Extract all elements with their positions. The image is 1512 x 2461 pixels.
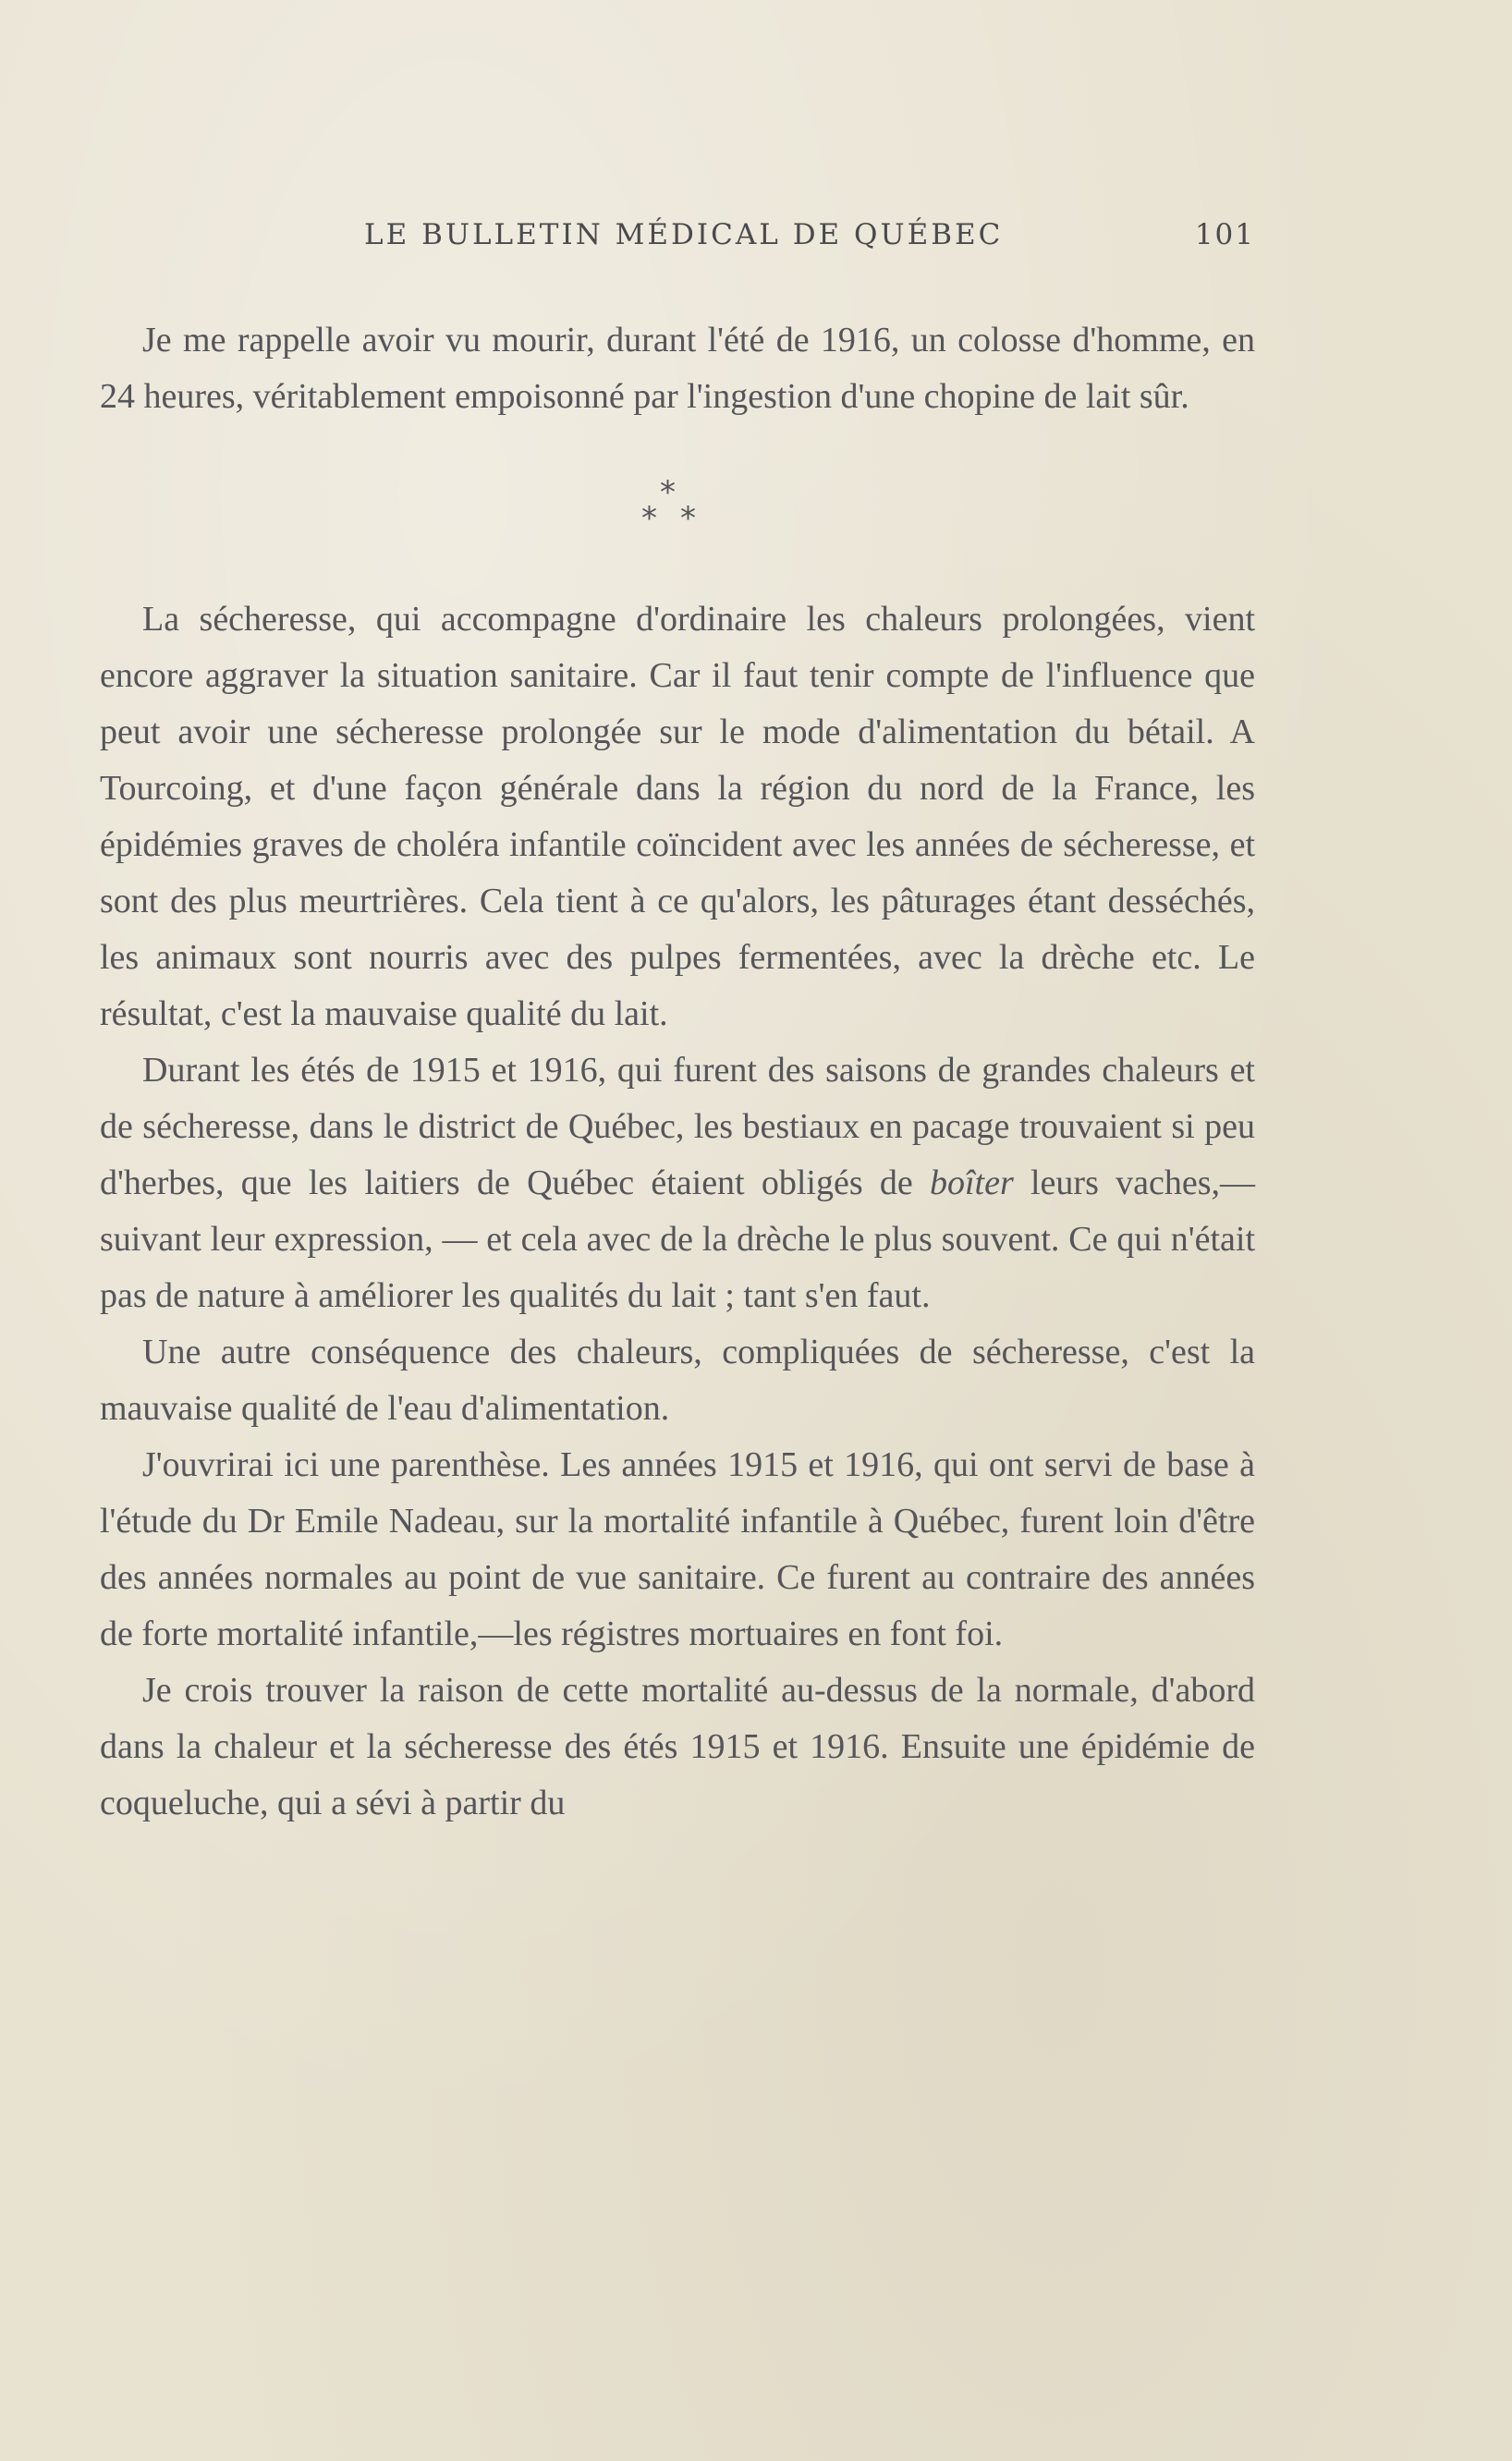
paragraph-3-text-end: leurs vaches,—suivant leur expression, — et cela avec de la drèche le plus souvent. Ce qui n'était pas de nature à améliorer les qualités du lait ; tant s'en faut.	[100, 1163, 1255, 1315]
paragraph-6: Je crois trouver la raison de cette mortalité au-dessus de la normale, d'abord dans la chaleur et la sécheresse des étés 1915 et 1916. Ensuite une épidémie de coqueluche, qui a sévi à partir du	[100, 1671, 1255, 1822]
asterism-star-right: *	[680, 500, 696, 537]
body-text	[100, 312, 1255, 1832]
running-title: LE BULLETIN MÉDICAL DE QUÉBEC	[364, 218, 1004, 251]
paragraph-3-italic-term: boîter	[929, 1163, 1014, 1202]
asterism-star-left: *	[641, 500, 657, 537]
paragraph-3	[100, 1042, 1255, 1324]
running-header	[100, 218, 1255, 255]
asterism-star-top: *	[660, 474, 676, 511]
page-number: 101	[1194, 218, 1255, 251]
paragraph-1: Je me rappelle avoir vu mourir, durant l'été de 1916, un colosse d'homme, en 24 heures, véritablement empoisonné par l'ingestion d'une chopine de lait sûr.	[100, 321, 1255, 416]
asterism-separator	[100, 425, 1255, 591]
paragraph-3-text-start: Durant les étés de 1915 et 1916, qui furent des saisons de grandes chaleurs et de sécheresse, dans le district de Québec, les bestiaux en pacage trouvaient si peu d'herbes, que les laitiers de Québec étaient obligés de	[100, 1051, 1255, 1202]
paragraph-5: J'ouvrirai ici une parenthèse. Les années 1915 et 1916, qui ont servi de base à l'étude du Dr Emile Nadeau, sur la mortalité infantile à Québec, furent loin d'être des années normales au point de vue sanitaire. Ce furent au contraire des années de forte mortalité infantile,—les régistres mortuaires en font foi.	[100, 1445, 1255, 1653]
paragraph-2: La sécheresse, qui accompagne d'ordinaire les chaleurs prolongées, vient encore aggraver la situation sanitaire. Car il faut tenir compte de l'influence que peut avoir une sécheresse prolongée sur le mode d'alimentation du bétail. A Tourcoing, et d'une façon générale dans la région du nord de la France, les épidémies graves de choléra infantile coïncident avec les années de sécheresse, et sont des plus meurtrières. Cela tient à ce qu'alors, les pâturages étant desséchés, les animaux sont nourris avec des pulpes fermentées, avec la drèche etc. Le résultat, c'est la mauvaise qualité du lait.	[100, 600, 1255, 1033]
paragraph-4: Une autre conséquence des chaleurs, compliquées de sécheresse, c'est la mauvaise qualité de l'eau d'alimentation.	[100, 1333, 1255, 1428]
